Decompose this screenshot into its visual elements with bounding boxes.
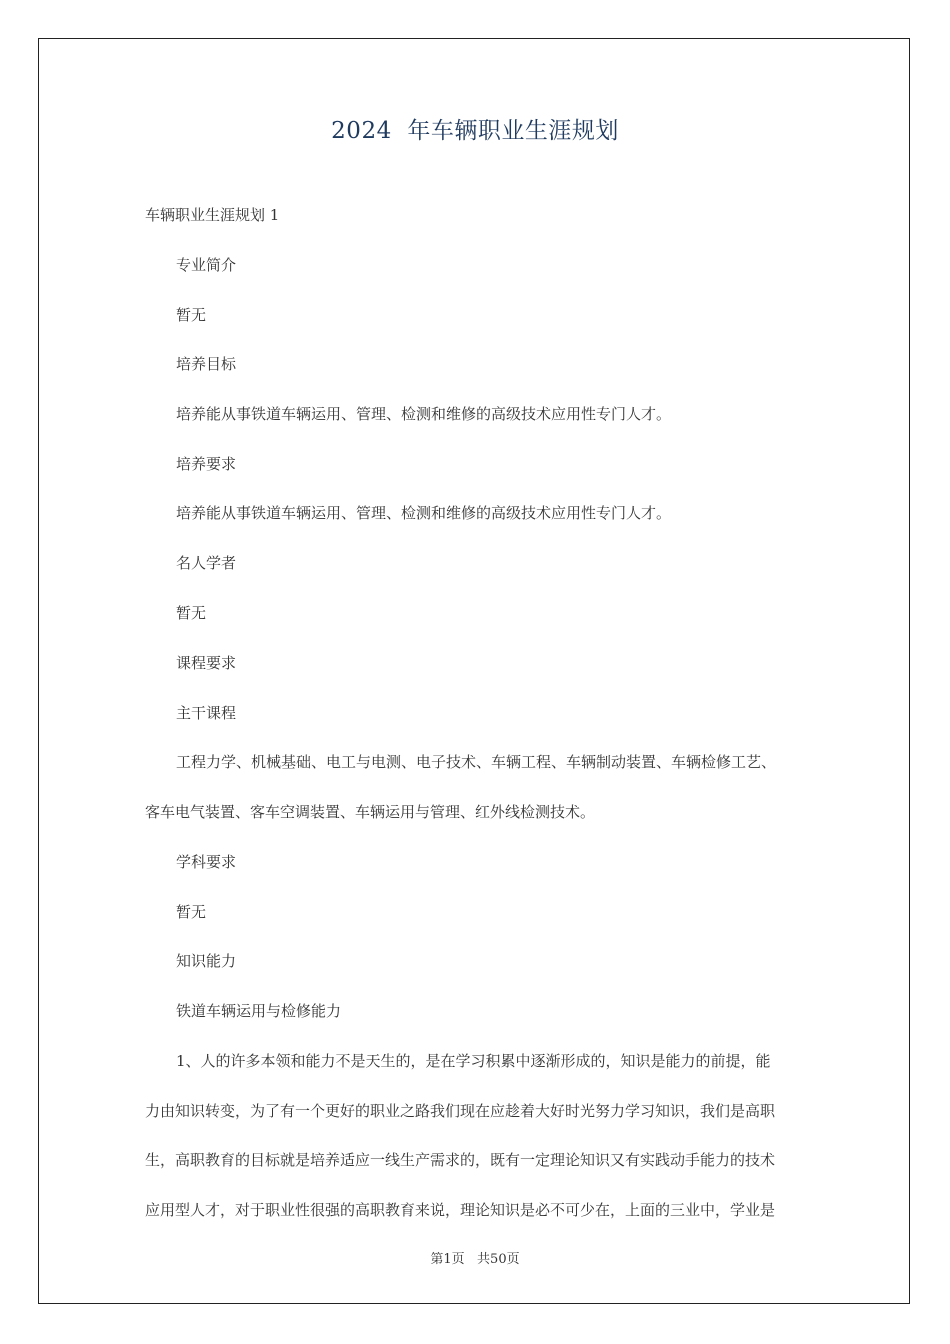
paragraph: 暂无	[176, 604, 207, 622]
section-heading: 车辆职业生涯规划 1	[145, 206, 280, 224]
paragraph: 培养要求	[176, 455, 237, 473]
paragraph: 铁道车辆运用与检修能力	[176, 1002, 342, 1020]
paragraph: 课程要求	[176, 654, 237, 672]
paragraph-line: 生，高职教育的目标就是培养适应一线生产需求的，既有一定理论知识又有实践动手能力的技术	[145, 1151, 776, 1169]
document-title: 2024 年车辆职业生涯规划	[331, 118, 619, 144]
paragraph: 培养目标	[176, 355, 237, 373]
paragraph: 学科要求	[176, 853, 237, 871]
paragraph: 知识能力	[176, 952, 237, 970]
paragraph: 暂无	[176, 903, 207, 921]
paragraph: 培养能从事铁道车辆运用、管理、检测和维修的高级技术应用性专门人才。	[176, 405, 672, 423]
paragraph: 专业简介	[176, 256, 237, 274]
paragraph-line: 1、人的许多本领和能力不是天生的，是在学习积累中逐渐形成的，知识是能力的前提，能	[176, 1052, 771, 1070]
paragraph-line: 力由知识转变，为了有一个更好的职业之路我们现在应趁着大好时光努力学习知识，我们是高职	[145, 1102, 776, 1120]
paragraph-line: 应用型人才，对于职业性很强的高职教育来说，理论知识是必不可少在，上面的三业中，学业是	[145, 1201, 776, 1219]
paragraph: 暂无	[176, 306, 207, 324]
paragraph-line: 客车电气装置、客车空调装置、车辆运用与管理、红外线检测技术。	[145, 803, 596, 821]
paragraph-line: 工程力学、机械基础、电工与电测、电子技术、车辆工程、车辆制动装置、车辆检修工艺、	[176, 753, 777, 771]
page-footer: 第1页 共50页	[430, 1252, 520, 1267]
paragraph: 主干课程	[176, 704, 237, 722]
paragraph: 名人学者	[176, 554, 237, 572]
paragraph: 培养能从事铁道车辆运用、管理、检测和维修的高级技术应用性专门人才。	[176, 504, 672, 522]
